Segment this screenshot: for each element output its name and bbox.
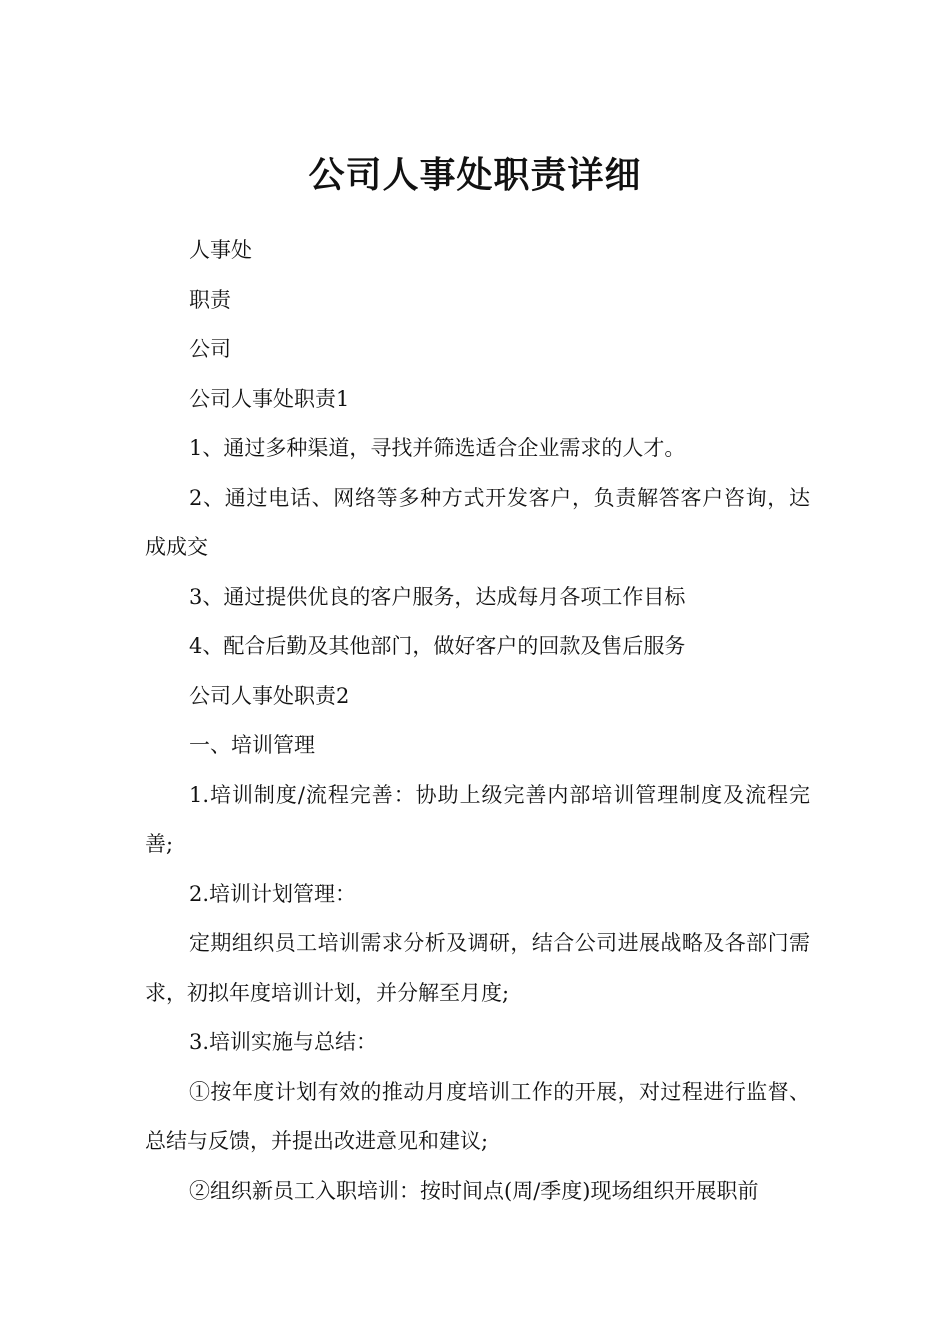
list-item: 1.培训制度/流程完善：协助上级完善内部培训管理制度及流程完善; xyxy=(145,782,810,856)
list-item: 1、通过多种渠道，寻找并筛选适合企业需求的人才。 xyxy=(189,436,686,460)
list-item: 4、配合后勤及其他部门，做好客户的回款及售后服务 xyxy=(189,634,686,658)
list-item: 3、通过提供优良的客户服务，达成每月各项工作目标 xyxy=(189,584,686,609)
section-heading: 公司人事处职责2 xyxy=(189,683,350,708)
paragraph: 职责 xyxy=(189,287,231,312)
list-item: ①按年度计划有效的推动月度培训工作的开展，对过程进行监督、总结与反馈，并提出改进意见和建议; xyxy=(145,1079,810,1153)
list-item: 2、通过电话、网络等多种方式开发客户，负责解答客户咨询，达成成交 xyxy=(145,485,810,559)
paragraph: 公司 xyxy=(189,337,231,361)
paragraph: 定期组织员工培训需求分析及调研，结合公司进展战略及各部门需求，初拟年度培训计划，并分解至月度; xyxy=(145,931,810,1005)
section-heading: 公司人事处职责1 xyxy=(189,386,350,411)
page-title: 公司人事处职责详细 xyxy=(308,155,642,197)
document-body xyxy=(145,226,810,1216)
list-item: 3.培训实施与总结： xyxy=(189,1030,378,1054)
subsection-heading: 一、培训管理 xyxy=(189,733,315,757)
list-item: 2.培训计划管理： xyxy=(189,881,357,906)
paragraph: 人事处 xyxy=(189,238,252,262)
list-item: ②组织新员工入职培训：按时间点(周/季度)现场组织开展职前 xyxy=(189,1178,759,1203)
